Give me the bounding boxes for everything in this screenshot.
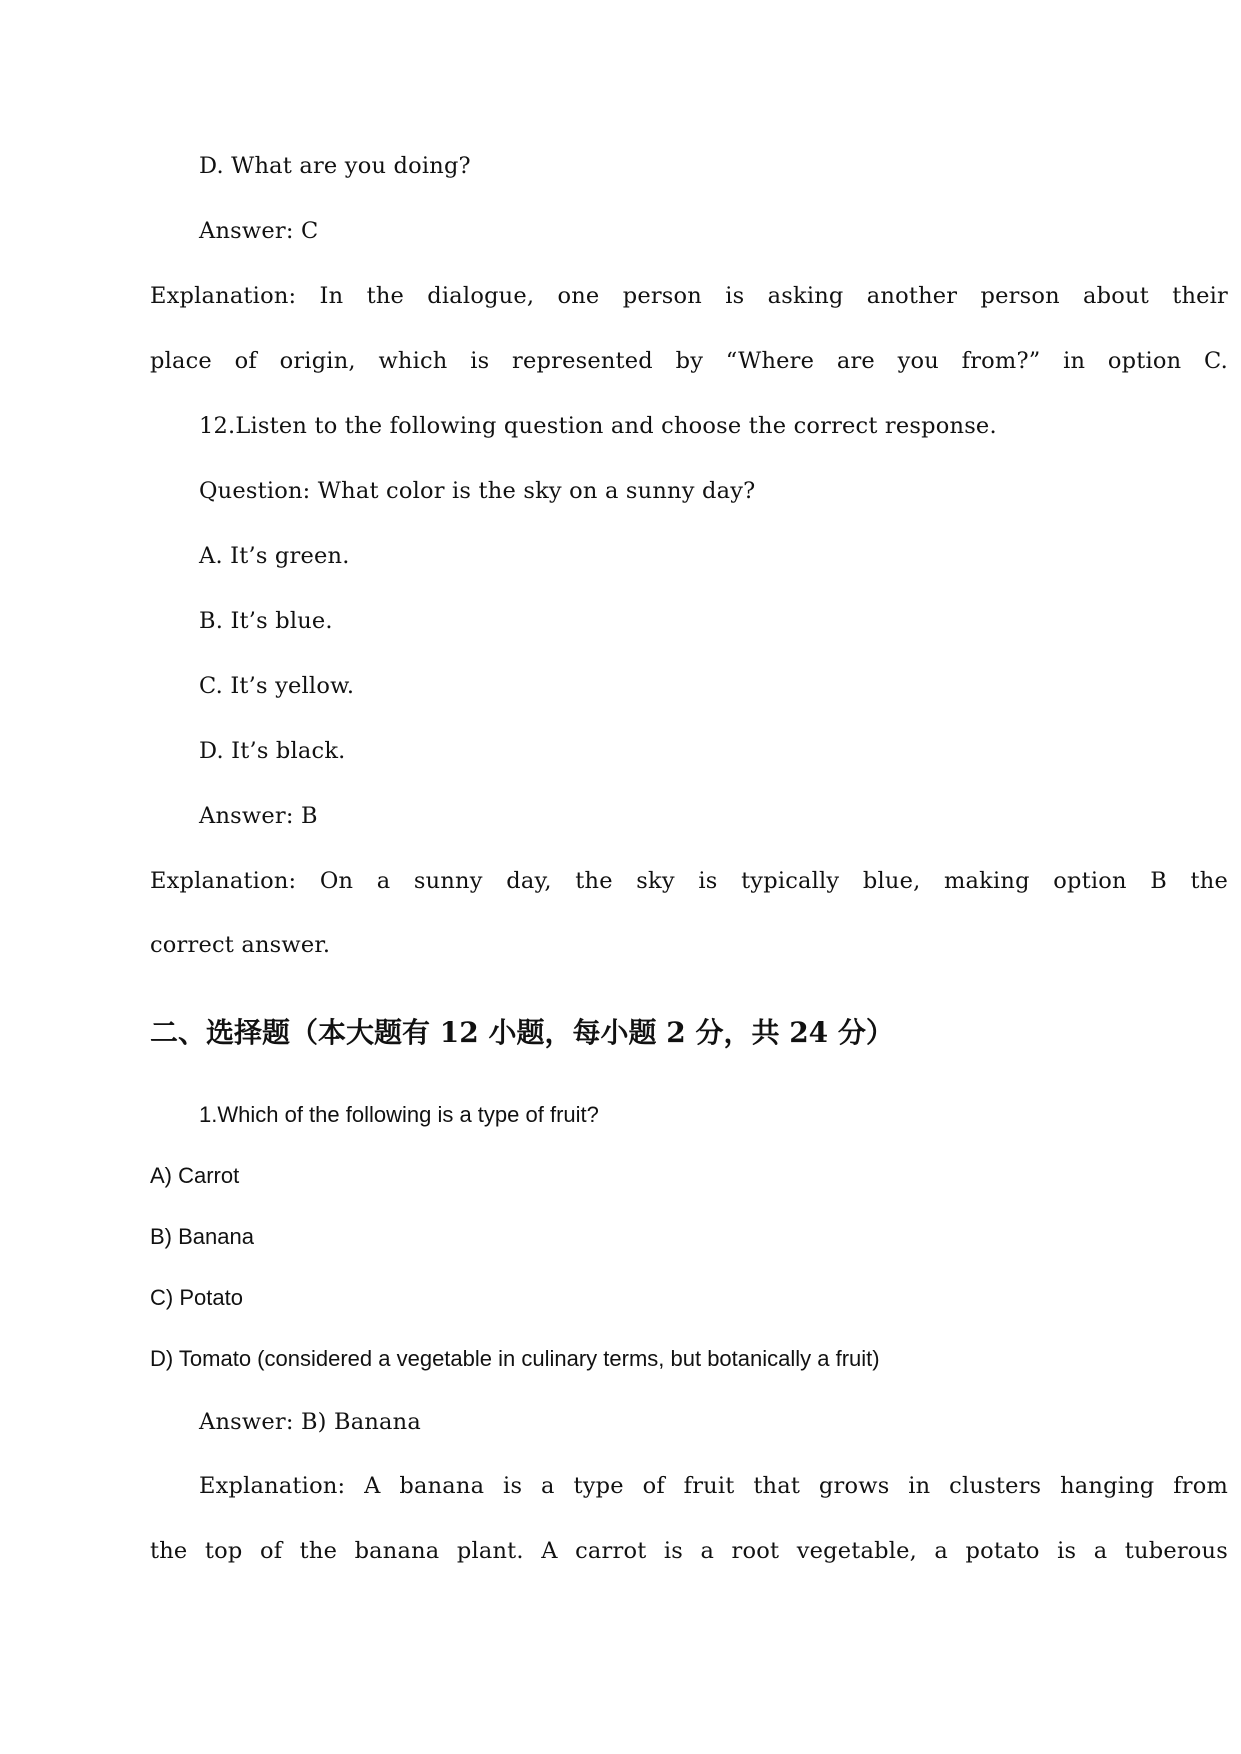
q1-explanation-line-1: Explanation: A banana is a type of fruit that grows in clusters hanging from [199, 1473, 1228, 1499]
q12-option-a: A. It’s green. [199, 543, 350, 569]
q1-option-b: B) Banana [150, 1224, 254, 1249]
q12-prompt: 12.Listen to the following question and choose the correct response. [199, 413, 997, 439]
q12-option-c: C. It’s yellow. [199, 673, 355, 699]
q1-answer: Answer: B) Banana [199, 1409, 421, 1435]
section-heading: 二、选择题（本大题有 12 小题，每小题 2 分，共 24 分） [150, 1016, 894, 1049]
q1-prompt: 1.Which of the following is a type of fruit? [199, 1102, 599, 1127]
q12-option-b: B. It’s blue. [199, 608, 333, 634]
q12-explanation-line-1: Explanation: On a sunny day, the sky is typically blue, making option B the [150, 868, 1228, 894]
q1-option-c: C) Potato [150, 1285, 243, 1310]
q11-explanation-line-1: Explanation: In the dialogue, one person is asking another person about their [150, 283, 1228, 309]
q11-explanation-line-2: place of origin, which is represented by “Where are you from?” in option C. [150, 348, 1228, 374]
q11-answer: Answer: C [199, 218, 319, 244]
q11-option-d: D. What are you doing? [199, 153, 471, 179]
q1-option-d: D) Tomato (considered a vegetable in culinary terms, but botanically a fruit) [150, 1346, 880, 1371]
q12-explanation-line-2: correct answer. [150, 932, 331, 958]
q1-explanation-line-2: the top of the banana plant. A carrot is a root vegetable, a potato is a tuberous [150, 1538, 1228, 1564]
q12-question: Question: What color is the sky on a sunny day? [199, 478, 756, 504]
q1-option-a: A) Carrot [150, 1163, 240, 1188]
q12-option-d: D. It’s black. [199, 738, 346, 764]
q12-answer: Answer: B [199, 803, 318, 829]
